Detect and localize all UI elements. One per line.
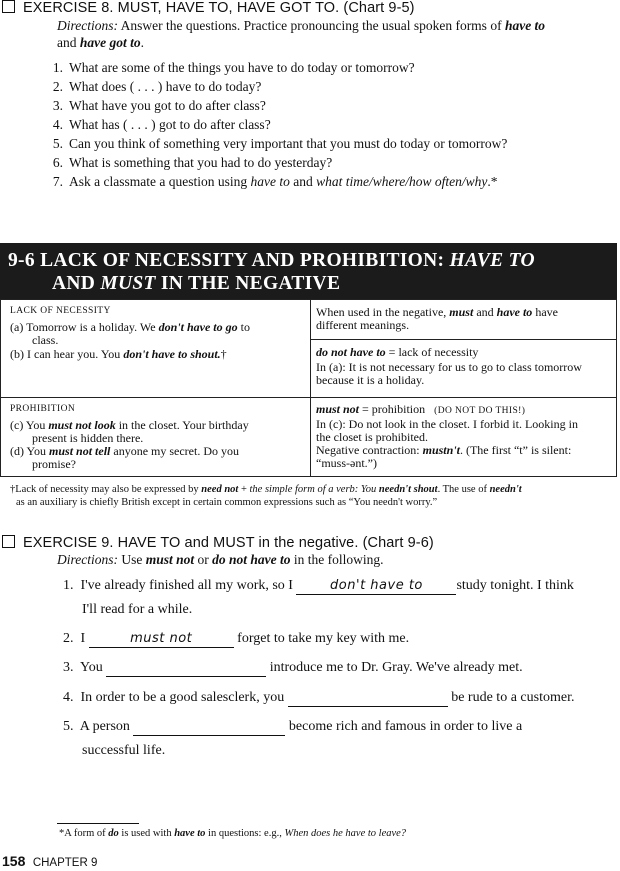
lack-of-necessity-examples: LACK OF NECESSITY (a) Tomorrow is a holiday. We don't have to go to class. (b) I can hear you. You don't have to shout.†	[10, 305, 305, 361]
answer-blank[interactable]	[288, 690, 448, 707]
handwritten-answer: don't have to	[330, 578, 423, 593]
chart-explanation-2: do not have to = lack of necessity In (a): It is not necessary for us to go to class tomorrow because it is a holiday.	[316, 345, 582, 387]
chart-explanation-1: When used in the negative, must and have to have different meanings.	[316, 305, 558, 332]
table-divider-right	[310, 339, 617, 340]
answer-blank[interactable]	[133, 719, 285, 736]
answer-blank[interactable]	[106, 660, 266, 677]
list-item: 7. Ask a classmate a question using have to and what time/where/how often/why.*	[52, 174, 498, 189]
chart-title: 9-6 LACK OF NECESSITY AND PROHIBITION: HAVE TO	[8, 250, 535, 271]
exercise-9-item-1: 1. I've already finished all my work, so I don't have to study tonight. I think	[63, 578, 574, 593]
exercise-9-item-4: 4. In order to be a good salesclerk, you be rude to a customer.	[63, 690, 575, 705]
exercise-8-directions: Directions: Answer the questions. Practice pronouncing the usual spoken forms of have to and have got to.	[57, 18, 546, 50]
exercise-9-item-5: 5. A person become rich and famous in order to live a	[63, 719, 523, 734]
footnote-rule	[57, 823, 139, 824]
exercise-9-item-1-cont: I'll read for a while.	[82, 602, 193, 617]
dagger-footnote: †Lack of necessity may also be expressed by need not + the simple form of a verb: You needn't shout. The use of needn't as an auxiliary is chiefly British except in certain common expressions such as “You needn't worry.”	[10, 484, 522, 508]
prohibition-examples: PROHIBITION (c) You must not look in the closet. Your birthday present is hidden there. (d) You must not tell anyone my secret. Do you promise?	[10, 403, 305, 471]
exercise-9-item-3: 3. You introduce me to Dr. Gray. We've already met.	[63, 660, 523, 675]
list-item: 2. What does ( . . . ) have to do today?	[52, 79, 262, 94]
checkbox-icon	[2, 0, 15, 13]
chart-title-bar: 9-6 LACK OF NECESSITY AND PROHIBITION: HAVE TO AND MUST IN THE NEGATIVE	[0, 243, 617, 299]
answer-blank[interactable]	[89, 631, 234, 648]
exercise-8-heading: EXERCISE 8. MUST, HAVE TO, HAVE GOT TO. (Chart 9-5)	[2, 0, 415, 16]
exercise-9-directions: Directions: Use must not or do not have to in the following.	[57, 552, 384, 567]
checkbox-icon	[2, 535, 15, 548]
handwritten-answer: must not	[130, 631, 193, 646]
list-item: 3. What have you got to do after class?	[52, 98, 266, 113]
star-footnote: *A form of do is used with have to in questions: e.g., When does he have to leave?	[59, 828, 407, 839]
chart-table	[0, 299, 617, 477]
answer-blank[interactable]	[296, 578, 456, 595]
exercise-9-item-2: 2. I must not forget to take my key with me.	[63, 631, 410, 646]
table-divider-horizontal	[1, 397, 616, 398]
page-number: 158	[2, 853, 26, 869]
page-footer	[2, 853, 97, 871]
exercise-8-list	[43, 60, 507, 193]
list-item: 1. What are some of the things you have to do today or tomorrow?	[52, 60, 415, 75]
chapter-label: CHAPTER 9	[32, 857, 98, 869]
section-label: PROHIBITION	[10, 404, 76, 414]
list-item: 4. What has ( . . . ) got to do after class?	[52, 117, 271, 132]
exercise-9-item-5-cont: successful life.	[82, 743, 166, 758]
chart-explanation-3: must not = prohibition (DO NOT DO THIS!) In (c): Do not look in the closet. I forbid it. Looking in the closet is prohibited. Negative contraction: mustn't. (The first “t” is silent: “muss-ənt.”)	[316, 402, 578, 470]
list-item: 6. What is something that you had to do yesterday?	[52, 155, 333, 170]
section-label: LACK OF NECESSITY	[10, 306, 111, 316]
table-divider-vertical	[310, 300, 311, 477]
list-item: 5. Can you think of something very important that you must do today or tomorrow?	[52, 136, 508, 151]
exercise-9-heading: EXERCISE 9. HAVE TO and MUST in the negative. (Chart 9-6)	[2, 535, 434, 551]
